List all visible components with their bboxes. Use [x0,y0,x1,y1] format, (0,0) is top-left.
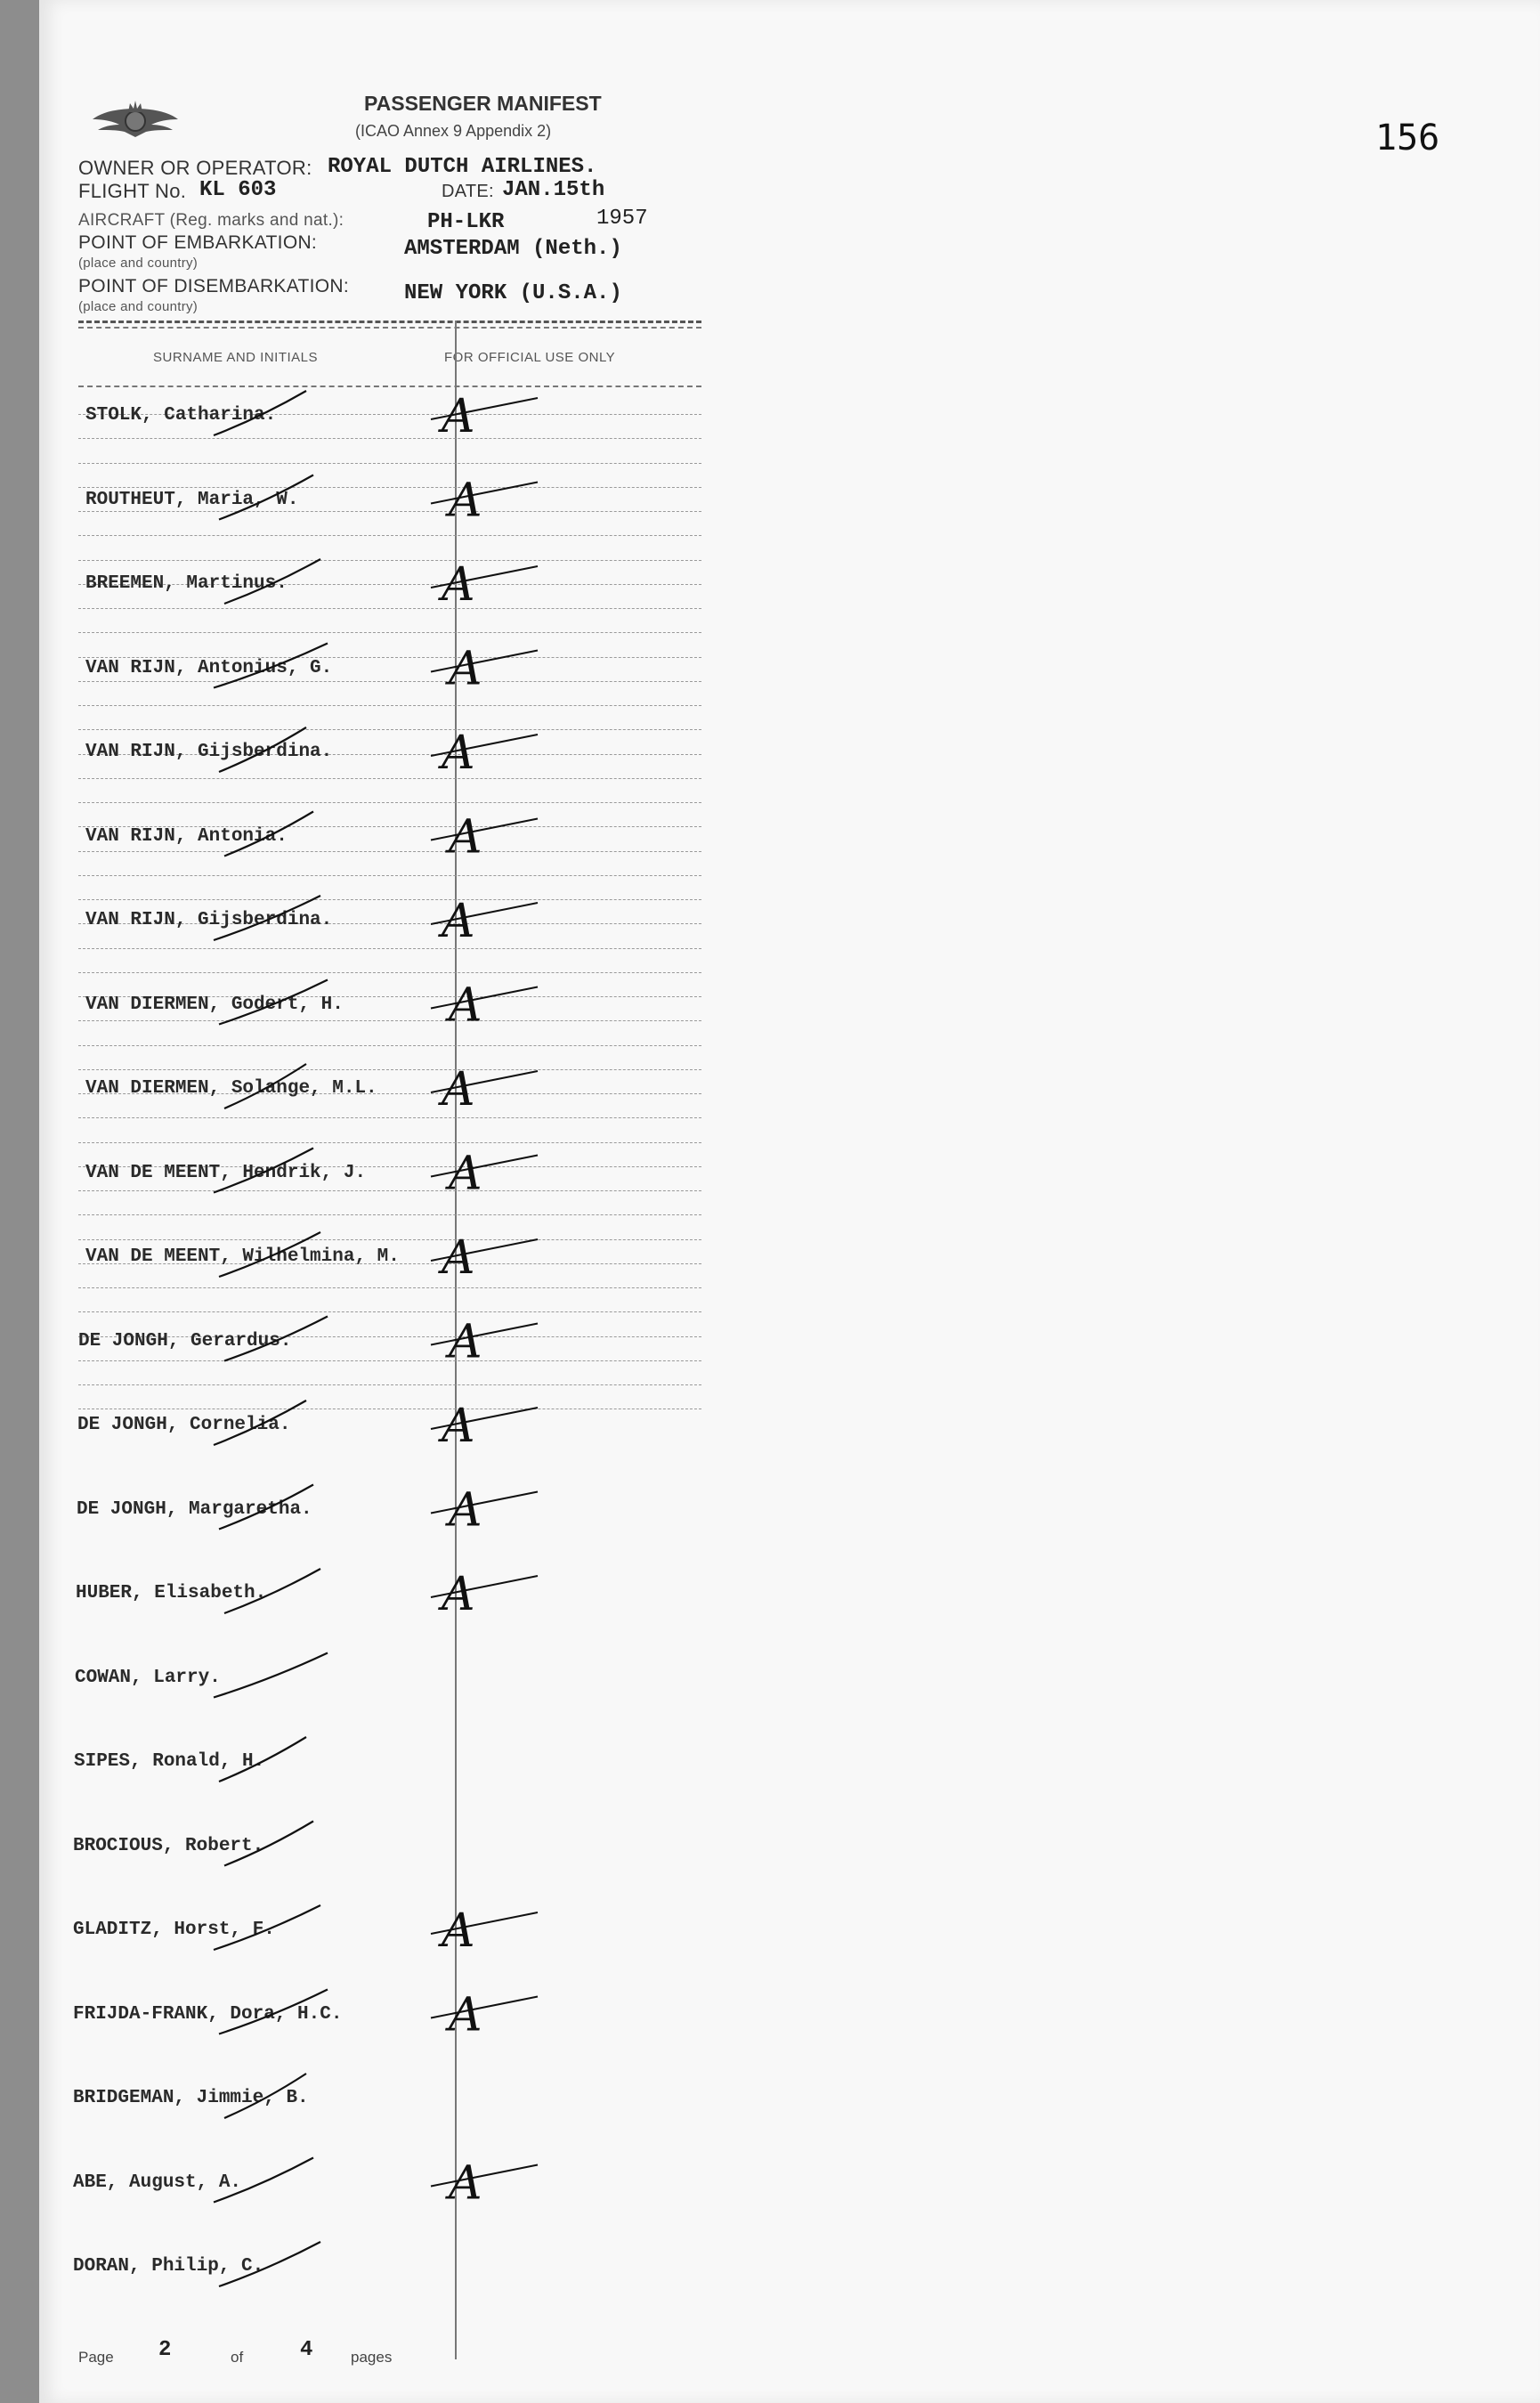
check-stroke [224,1317,328,1361]
footer-page-label: Page [78,2349,114,2366]
passenger-name: FRIJDA-FRANK, Dora, H.C. [73,2003,343,2025]
passenger-name: STOLK, Catharina. [85,405,277,426]
passenger-name: DE JONGH, Gerardus. [78,1330,292,1352]
flight-value: KL 603 [199,178,277,202]
passenger-name: DE JONGH, Cornelia. [77,1415,291,1435]
passenger-name: COWAN, Larry. [75,1667,221,1688]
check-stroke [219,1485,313,1530]
footer-pages-label: pages [351,2349,393,2366]
mark-crossbar [431,1156,538,1177]
official-mark: A [442,1063,475,1116]
flight-label: FLIGHT No. [78,180,187,202]
official-mark: A [449,474,482,528]
passenger-name: VAN DE MEENT, Hendrik, J. [85,1162,367,1183]
official-mark: A [442,390,475,443]
check-stroke [224,812,313,856]
page-number: 156 [1375,118,1440,158]
check-stroke [224,1569,320,1613]
footer-total-value: 4 [300,2338,313,2362]
check-stroke [219,1232,320,1277]
mark-crossbar [431,1492,538,1514]
passenger-name: VAN DE MEENT, Wilhelmina, M. [85,1246,400,1267]
footer-page-value: 2 [158,2338,172,2362]
manifest-title: PASSENGER MANIFEST [364,92,602,115]
passenger-name: ABE, August, A. [73,2172,242,2193]
official-mark: A [449,1147,482,1201]
official-mark: A [442,727,475,780]
official-mark: A [442,558,475,612]
passenger-name: DORAN, Philip, C. [73,2256,264,2277]
disembarkation-value: NEW YORK (U.S.A.) [404,281,622,305]
passenger-name: SIPES, Ronald, H. [74,1751,265,1772]
date-value: JAN.15th [502,178,605,202]
check-stroke [219,1990,328,2034]
passenger-name: VAN DIERMEN, Godert, H. [85,994,344,1015]
official-mark: A [449,978,482,1033]
embarkation-value: AMSTERDAM (Neth.) [404,237,622,261]
mark-crossbar [431,651,538,672]
official-mark: A [442,1231,475,1285]
embarkation-sub: (place and country) [78,256,199,271]
check-stroke [214,896,320,940]
official-marks [39,0,701,2403]
check-stroke [224,2074,306,2118]
check-stroke [214,1653,328,1698]
passenger-name: VAN RIJN, Gijsberdina. [85,742,333,762]
manifest-subtitle: (ICAO Annex 9 Appendix 2) [355,122,552,140]
check-stroke [214,1400,306,1445]
mark-crossbar [431,987,538,1009]
embarkation-label: POINT OF EMBARKATION: [78,232,318,253]
passenger-name: VAN RIJN, Antonius, G. [85,657,333,678]
date-label: DATE: [442,182,494,201]
official-mark: A [442,1400,475,1453]
passenger-manifest [39,0,662,2403]
check-stroke [214,1905,320,1950]
check-stroke [214,391,306,435]
official-mark: A [442,1904,475,1958]
disembarkation-sub: (place and country) [78,299,199,314]
mark-crossbar [431,1324,538,1345]
passenger-name: VAN DIERMEN, Solange, M.L. [85,1078,377,1099]
footer-of-label: of [231,2349,244,2366]
mark-crossbar [431,2165,538,2187]
check-stroke [219,1737,306,1782]
official-mark: A [442,895,475,948]
official-mark: A [442,1568,475,1621]
aircraft-value: PH-LKR [427,210,505,234]
check-stroke [219,475,313,520]
disembarkation-label: POINT OF DISEMBARKATION: [78,276,349,296]
passenger-name: VAN RIJN, Antonia. [85,825,288,847]
official-mark: A [449,1483,482,1538]
check-stroke [224,1822,313,1866]
passenger-name: BREEMEN, Martinus. [85,573,288,594]
passenger-name: ROUTHEUT, Maria, W. [85,489,299,510]
check-stroke [214,2158,313,2203]
passenger-name: GLADITZ, Horst, F. [73,1920,275,1940]
owner-value: ROYAL DUTCH AIRLINES. [328,155,597,179]
mark-crossbar [431,483,538,504]
owner-label: OWNER OR OPERATOR: [78,157,312,179]
passenger-name: VAN RIJN, Gijsberdina. [85,910,333,930]
mark-crossbar [431,1997,538,2018]
mark-crossbar [431,819,538,840]
official-mark: A [449,1988,482,2042]
check-stroke [214,644,328,688]
surname-column-header: SURNAME AND INITIALS [153,350,319,365]
year-value: 1957 [596,207,648,231]
check-stroke [219,2242,320,2286]
aircraft-label: AIRCRAFT (Reg. marks and nat.): [78,211,344,230]
official-mark: A [449,810,482,865]
official-mark: A [449,1315,482,1369]
check-stroke [224,1064,306,1108]
official-mark: A [449,642,482,696]
passenger-name: BROCIOUS, Robert. [73,1835,264,1856]
passenger-name: BRIDGEMAN, Jimmie, B. [73,2088,309,2108]
check-stroke [219,980,328,1025]
check-stroke [219,727,306,772]
check-stroke [224,559,320,604]
passenger-name: DE JONGH, Margaretha. [77,1498,312,1520]
official-mark: A [449,2156,482,2211]
official-column-header: FOR OFFICIAL USE ONLY [444,350,616,365]
check-stroke [214,1149,313,1193]
passenger-name: HUBER, Elisabeth. [76,1583,267,1603]
